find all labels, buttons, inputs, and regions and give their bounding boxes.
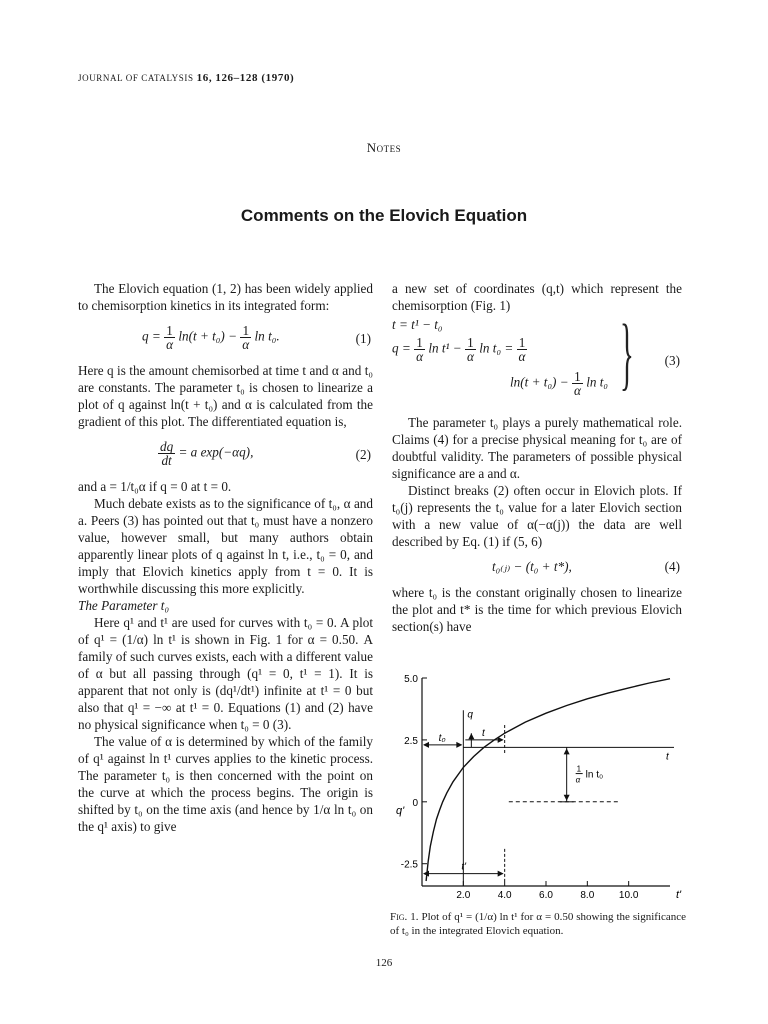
paragraph: The parameter t₀ plays a purely mathematical role. Claims (4) for a precise physical meaning for t₀ are of doubtful validity. The parameters of possible physical significance are a and α. bbox=[392, 415, 682, 481]
label-tprime: t' bbox=[461, 861, 467, 873]
t0-arrow-head bbox=[423, 742, 429, 748]
t0-arrow-head bbox=[456, 742, 462, 748]
figure-caption bbox=[390, 910, 686, 938]
paragraph: Distinct breaks (2) often occur in Elovich plots. If t₀(j) represents the t₀ value for a later Elovich section with a new value of α(−α(j)) the data are well described by Eq. (1) if (5, 6) bbox=[392, 483, 682, 549]
journal-volume: 16, bbox=[196, 72, 213, 84]
y-tick-label: -2.5 bbox=[400, 859, 418, 871]
equation-3: t = t¹ − t₀ q = $\frac{1}{\alpha}$ ln t¹ − $\frac{1}{\alpha}$ ln t₀ = $\frac{1}{\alpha}$ ln(t + t₀) − $\frac{1}{\alpha}$ ln t₀ } (3) bbox=[392, 307, 680, 398]
x-tick-label: 10.0 bbox=[618, 890, 639, 901]
journal-name: JOURNAL OF CATALYSIS bbox=[78, 73, 194, 83]
page-number: 126 bbox=[375, 957, 393, 969]
paragraph: The Elovich equation (1, 2) has been widely applied to chemisorption kinetics in its integrated form: bbox=[78, 281, 373, 313]
running-head bbox=[78, 72, 294, 84]
annotations bbox=[423, 710, 674, 886]
label-frac-den: α bbox=[575, 775, 581, 785]
tprime-arrow-head bbox=[498, 871, 504, 877]
label-t-right: t bbox=[666, 751, 669, 763]
ln-t0-arrow-head bbox=[564, 795, 570, 801]
y-axis-label: q' bbox=[396, 805, 405, 818]
label-ln-t0: ln t₀ bbox=[585, 769, 604, 781]
paragraph: Much debate exists as to the significance of t₀, α and a. Peers (3) has pointed out that t₀ must have a nonzero value, however small, but many authors obtain apparently linear plots of q against ln t, i.e., t₀ = 0, and imply that Elovich kinetics apply from t = 0. It is worthwhile discussing this more explicitly. bbox=[78, 496, 373, 596]
equation-1: q = $\frac{1}{\alpha}$ ln(t + t₀) − $\frac{1}{\alpha}$ ln t₀. (1) bbox=[142, 323, 371, 352]
figure-1-plot bbox=[370, 668, 690, 904]
section-head: Notes bbox=[366, 140, 402, 155]
y-tick-label: 5.0 bbox=[404, 674, 418, 685]
y-tick-label: 0 bbox=[412, 797, 418, 809]
x-tick-label: 4.0 bbox=[497, 890, 512, 901]
paragraph: a new set of coordinates (q,t) which represent the chemisorption (Fig. 1) bbox=[392, 281, 682, 313]
equation-2: $\frac{dq}{dt}$ = a exp(−αq), (2) bbox=[160, 439, 371, 468]
x-axis-label: t' bbox=[676, 889, 682, 901]
t-arrow-head bbox=[498, 737, 504, 743]
figure-label: Fig. 1. bbox=[390, 911, 419, 923]
x-tick-label: 8.0 bbox=[580, 890, 595, 901]
left-column bbox=[78, 280, 373, 835]
caption-text: Plot of q¹ = (1/α) ln t¹ for α = 0.50 showing the significance of t₀ in the integrated Elovich equation. bbox=[390, 911, 687, 937]
y-tick-label: 2.5 bbox=[404, 735, 418, 747]
paragraph: Here q is the amount chemisorbed at time t and α and t₀ are constants. The parameter t₀ is chosen to linearize a plot of q against ln(t + t₀) and α is calculated from the gradient of this plot. The differentiated equation is, bbox=[78, 363, 373, 429]
equation-number: (2) bbox=[355, 447, 371, 462]
label-frac-num: 1 bbox=[576, 764, 582, 774]
equation-number: (3) bbox=[664, 353, 680, 368]
data-series-line bbox=[426, 679, 670, 881]
paragraph: The value of α is determined by which of the family of q¹ against ln t¹ curves applies to the kinetic process. The parameter t₀ is then concerned with the point on the curve at which the process begins. The origin is shifted by t₀ on the time axis (and hence by 1/α ln t₀ on the q¹ axis) to give bbox=[78, 734, 373, 834]
right-column bbox=[392, 280, 682, 635]
label-q: q bbox=[467, 709, 473, 721]
label-t: t bbox=[482, 727, 485, 739]
paragraph: and a = 1/t₀α if q = 0 at t = 0. bbox=[78, 479, 232, 494]
x-tick-label: 6.0 bbox=[539, 890, 553, 901]
equation-4: t₀₍ⱼ₎ − (t₀ + t*), (4) bbox=[492, 559, 680, 574]
article-title: Comments on the Elovich Equation bbox=[240, 206, 528, 225]
paragraph: where t₀ is the constant originally chosen to linearize the plot and t* is the time for which previous Elovich section(s) have bbox=[392, 585, 682, 634]
journal-pages: 126–128 (1970) bbox=[215, 72, 295, 84]
equation-number: (4) bbox=[664, 559, 680, 574]
ln-t0-arrow-head bbox=[564, 748, 570, 754]
paragraph: Here q¹ and t¹ are used for curves with t₀ = 0. A plot of q¹ = (1/α) ln t¹ is shown in Fig. 1 for α = 0.50. A family of such curves exists, each with a different value of α but all passing through (q¹ = 0, t¹ = 1). It is apparent that not only is (dq¹/dt¹) infinite at t¹ = 0 but also that q¹ = −∞ at t¹ = 0. Equations (1) and (2) have no physical significance when t₀ = 0 (3). bbox=[78, 615, 373, 732]
axes bbox=[422, 678, 670, 886]
label-t0: t₀ bbox=[438, 732, 446, 744]
equation-number: (1) bbox=[355, 331, 371, 346]
ticks bbox=[396, 674, 682, 901]
x-tick-label: 2.0 bbox=[456, 890, 471, 901]
subsection-heading: The Parameter t₀ bbox=[78, 598, 170, 613]
